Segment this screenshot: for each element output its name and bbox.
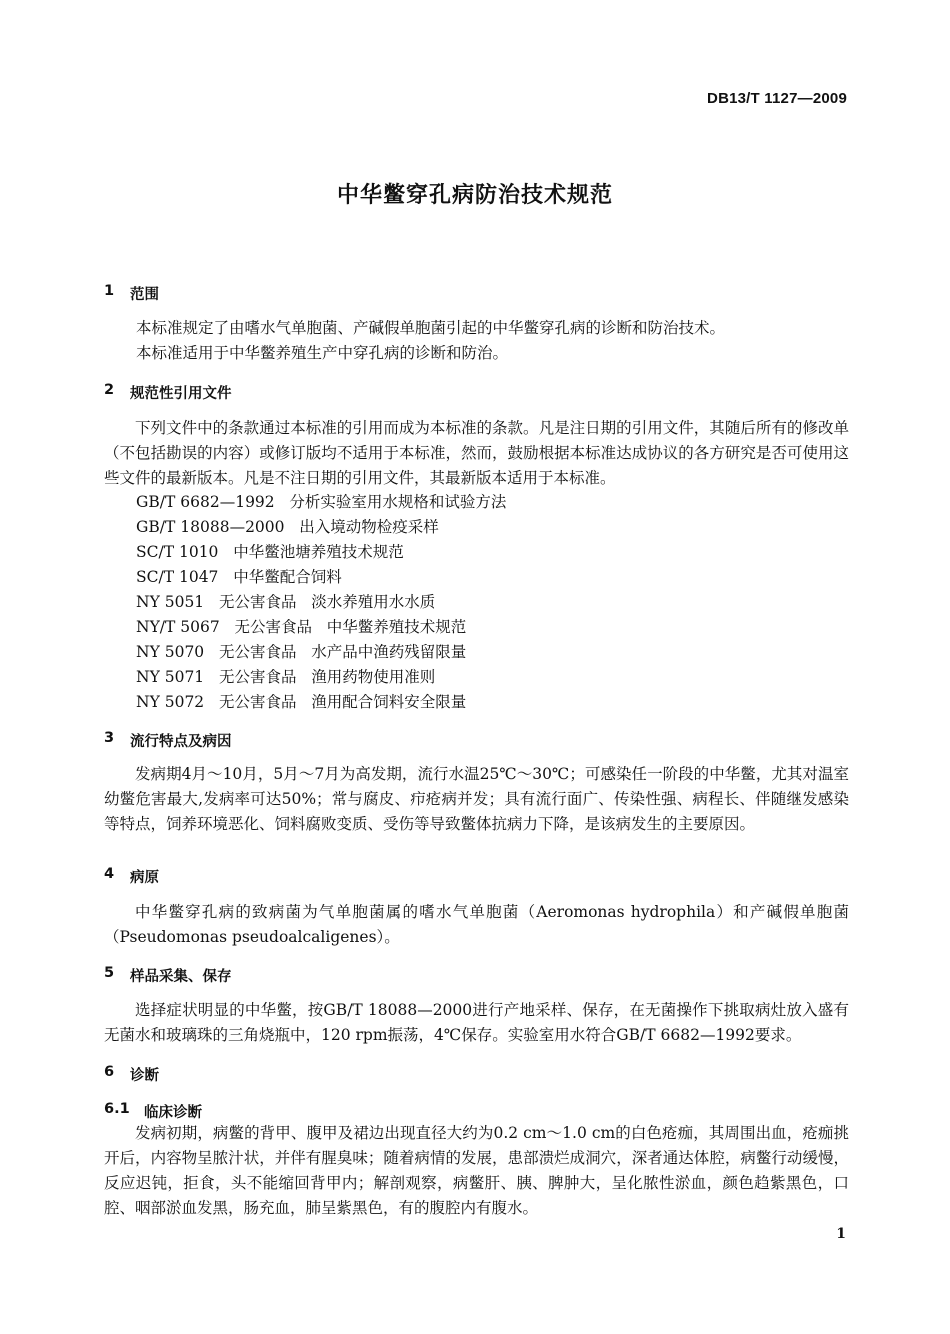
section-1-line-2: 本标准适用于中华鳖养殖生产中穿孔病的诊断和防治。 <box>136 344 509 362</box>
section-3-text: 发病期4月～10月，5月～7月为高发期，流行水温25℃～30℃；可感染任一阶段的中华鳖，尤其对温室幼鳖危害最大,发病率可达50%；常与腐皮、疖疮病并发；具有流行面广、传染性强、病程长、伴随继发感染等特点，饲养环境恶化、饲料腐败变质、受伤等导致鳖体抗病力下降，是该病发生的主要原因。 <box>104 765 849 833</box>
section-title: 流行特点及病因 <box>130 734 232 750</box>
subsection-6-1-heading <box>104 1101 202 1122</box>
standard-code: DB13/T 1127—2009 <box>707 90 847 107</box>
reference-item: GB/T 6682—1992 分析实验室用水规格和试验方法 <box>136 493 507 511</box>
section-number: 1 <box>104 283 115 299</box>
section-title: 样品采集、保存 <box>130 969 232 985</box>
section-number: 5 <box>104 965 115 981</box>
section-4-text: 中华鳖穿孔病的致病菌为气单胞菌属的嗜水气单胞菌（Aeromonas hydrophila）和产碱假单胞菌（Pseudomonas pseudoalcaligenes）。 <box>104 903 849 946</box>
subsection-6-1-text: 发病初期，病鳖的背甲、腹甲及裙边出现直径大约为0.2 cm～1.0 cm的白色疮痂，其周围出血，疮痂挑开后，内容物呈脓汁状，并伴有腥臭味；随着病情的发展，患部溃烂成洞穴，深者通达体腔，病鳖行动缓慢，反应迟钝，拒食，头不能缩回背甲内；解剖观察，病鳖肝、胰、脾肿大，呈化脓性淤血，颜色趋紫黑色，口腔、咽部淤血发黑，肠充血，肺呈紫黑色，有的腹腔内有腹水。 <box>104 1124 849 1217</box>
reference-item: SC/T 1047 中华鳖配合饲料 <box>136 568 342 586</box>
reference-item: NY 5072 无公害食品 渔用配合饲料安全限量 <box>136 693 467 711</box>
section-5-text: 选择症状明显的中华鳖，按GB/T 18088—2000进行产地采样、保存，在无菌操作下挑取病灶放入盛有无菌水和玻璃珠的三角烧瓶中，120 rpm振荡，4℃保存。实验室用水符合GB/T 6682—1992要求。 <box>104 1001 849 1044</box>
reference-item: NY/T 5067 无公害食品 中华鳖养殖技术规范 <box>136 618 467 636</box>
section-title: 范围 <box>130 287 159 303</box>
section-number: 6 <box>104 1064 115 1080</box>
subsection-title: 临床诊断 <box>144 1105 202 1121</box>
section-2-heading <box>104 382 232 403</box>
section-2-intro: 下列文件中的条款通过本标准的引用而成为本标准的条款。凡是注日期的引用文件，其随后所有的修改单（不包括勘误的内容）或修订版均不适用于本标准，然而，鼓励根据本标准达成协议的各方研究是否可使用这些文件的最新版本。凡是不注日期的引用文件，其最新版本适用于本标准。 <box>104 419 849 487</box>
subsection-number: 6.1 <box>104 1101 130 1117</box>
reference-item: SC/T 1010 中华鳖池塘养殖技术规范 <box>136 543 404 561</box>
page-number: 1 <box>836 1226 846 1242</box>
section-4-heading <box>104 866 159 887</box>
section-number: 4 <box>104 866 115 882</box>
section-number: 2 <box>104 382 115 398</box>
section-1-heading <box>104 283 159 304</box>
document-title: 中华鳖穿孔病防治技术规范 <box>336 183 613 208</box>
reference-item: NY 5051 无公害食品 淡水养殖用水水质 <box>136 593 436 611</box>
section-title: 病原 <box>130 870 159 886</box>
reference-item: NY 5070 无公害食品 水产品中渔药残留限量 <box>136 643 467 661</box>
section-title: 诊断 <box>130 1068 159 1084</box>
section-3-heading <box>104 730 232 751</box>
section-5-heading <box>104 965 232 986</box>
reference-item: NY 5071 无公害食品 渔用药物使用准则 <box>136 668 436 686</box>
section-title: 规范性引用文件 <box>130 386 232 402</box>
reference-item: GB/T 18088—2000 出入境动物检疫采样 <box>136 518 439 536</box>
section-6-heading <box>104 1064 159 1085</box>
section-number: 3 <box>104 730 115 746</box>
section-1-line-1: 本标准规定了由嗜水气单胞菌、产碱假单胞菌引起的中华鳖穿孔病的诊断和防治技术。 <box>136 319 726 337</box>
